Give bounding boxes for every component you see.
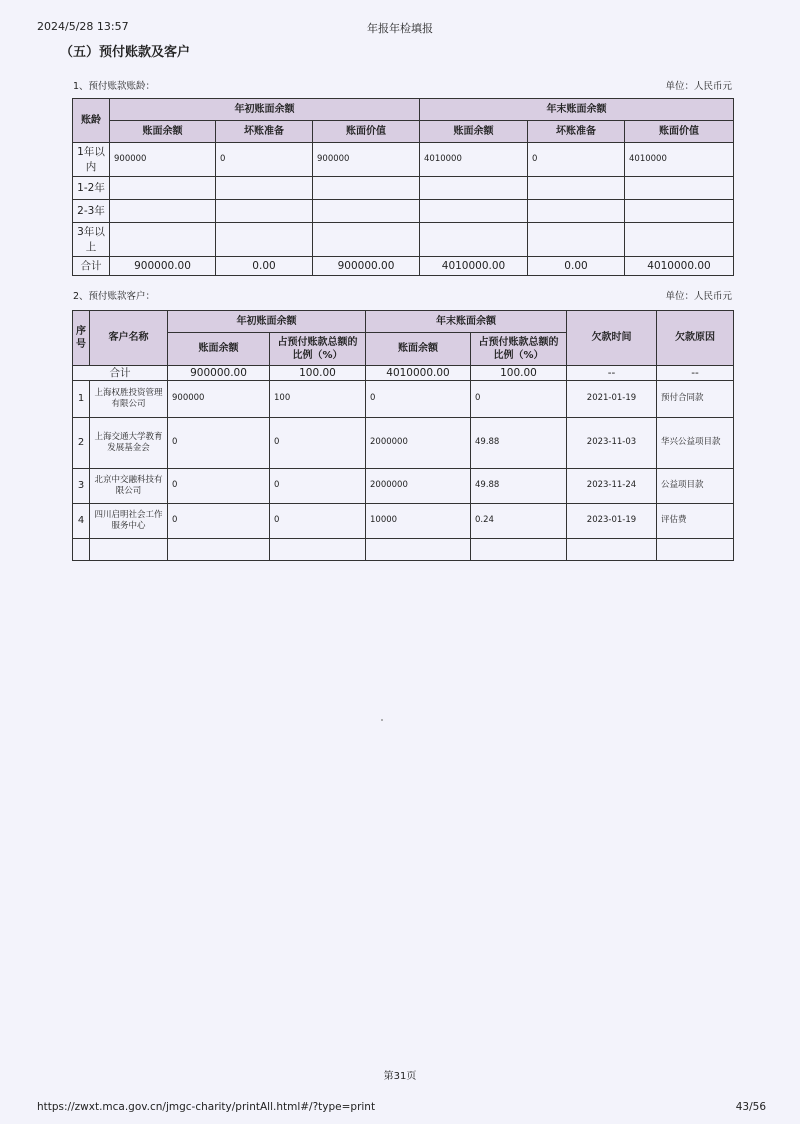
section-title: （五）预付账款及客户 — [60, 45, 191, 60]
cell: 0 — [270, 504, 366, 539]
cell: 0 — [270, 418, 366, 469]
begin-balance-group-header: 年初账面余额 — [110, 99, 420, 121]
cell — [216, 177, 313, 200]
cell — [366, 539, 471, 561]
age-label: 1年以内 — [73, 143, 110, 177]
cell: 0 — [528, 143, 625, 177]
seq-cell: 3 — [73, 469, 90, 504]
seq-header: 序号 — [73, 311, 90, 366]
cell — [420, 200, 528, 223]
cell — [420, 223, 528, 257]
cell: 0 — [216, 143, 313, 177]
table-row — [73, 200, 734, 223]
cell: 4010000.00 — [625, 257, 734, 276]
cell: -- — [657, 366, 734, 381]
cell: 0 — [168, 504, 270, 539]
customers-table — [72, 310, 734, 561]
cell — [90, 539, 168, 561]
owe-reason: 华兴公益项目款 — [657, 418, 734, 469]
cell: 900000 — [110, 143, 216, 177]
end-book-balance-header: 账面余额 — [420, 121, 528, 143]
print-datetime: 2024/5/28 13:57 — [37, 20, 129, 33]
owe-time: 2023-11-03 — [567, 418, 657, 469]
end-ratio-header: 占预付账款总额的比例（%） — [471, 333, 567, 366]
customer-name-header: 客户名称 — [90, 311, 168, 366]
cell — [657, 539, 734, 561]
age-label: 3年以上 — [73, 223, 110, 257]
page-label: 第31页 — [383, 1071, 417, 1082]
cell — [625, 177, 734, 200]
cell — [567, 539, 657, 561]
begin-book-balance-header: 账面余额 — [110, 121, 216, 143]
cell: 0.24 — [471, 504, 567, 539]
cell — [528, 200, 625, 223]
table-row — [73, 418, 734, 469]
total-row — [73, 366, 734, 381]
table-row — [73, 504, 734, 539]
cell — [625, 200, 734, 223]
aging-table — [72, 98, 734, 276]
empty-row — [73, 539, 734, 561]
table-row — [73, 469, 734, 504]
cell: 49.88 — [471, 418, 567, 469]
cell — [270, 539, 366, 561]
cell: 100 — [270, 381, 366, 418]
aging-unit: 单位：人民币元 — [665, 81, 732, 92]
cell: 2000000 — [366, 418, 471, 469]
cell: 4010000 — [420, 143, 528, 177]
table-row — [73, 143, 734, 177]
customers-unit: 单位：人民币元 — [665, 291, 732, 302]
cell: 0 — [366, 381, 471, 418]
cell: -- — [567, 366, 657, 381]
cell: 900000.00 — [110, 257, 216, 276]
begin-bad-debt-header: 坏账准备 — [216, 121, 313, 143]
cell — [110, 200, 216, 223]
page-count: 43/56 — [735, 1101, 766, 1113]
owe-reason: 预付合同款 — [657, 381, 734, 418]
seq-cell: 1 — [73, 381, 90, 418]
cell: 4010000 — [625, 143, 734, 177]
owe-time-header: 欠款时间 — [567, 311, 657, 366]
aging-subtitle: 1、预付账款账龄： — [73, 81, 156, 92]
owe-time: 2023-01-19 — [567, 504, 657, 539]
total-label: 合计 — [73, 257, 110, 276]
customers-subtitle: 2、预付账款客户： — [73, 291, 156, 302]
table-row — [73, 381, 734, 418]
customer-name: 北京中交融科技有限公司 — [90, 469, 168, 504]
cell — [313, 177, 420, 200]
page-header-title: 年报年检填报 — [367, 22, 433, 35]
cell: 100.00 — [471, 366, 567, 381]
scan-speck — [381, 719, 383, 721]
cell: 0 — [168, 469, 270, 504]
cell — [168, 539, 270, 561]
end-bad-debt-header: 坏账准备 — [528, 121, 625, 143]
cell: 0.00 — [216, 257, 313, 276]
customer-name: 上海权胜投资管理有限公司 — [90, 381, 168, 418]
cell: 0 — [471, 381, 567, 418]
cell: 900000.00 — [168, 366, 270, 381]
cell: 100.00 — [270, 366, 366, 381]
total-label: 合计 — [73, 366, 168, 381]
customer-name: 四川启明社会工作服务中心 — [90, 504, 168, 539]
cell — [313, 223, 420, 257]
end-book-balance-header: 账面余额 — [366, 333, 471, 366]
cell — [420, 177, 528, 200]
cell: 2000000 — [366, 469, 471, 504]
end-balance-group-header: 年末账面余额 — [366, 311, 567, 333]
age-header: 账龄 — [73, 99, 110, 143]
cell: 0.00 — [528, 257, 625, 276]
cell — [216, 223, 313, 257]
end-balance-group-header: 年末账面余额 — [420, 99, 734, 121]
cell — [528, 223, 625, 257]
cell: 49.88 — [471, 469, 567, 504]
cell: 10000 — [366, 504, 471, 539]
cell — [528, 177, 625, 200]
cell: 4010000.00 — [366, 366, 471, 381]
owe-time: 2021-01-19 — [567, 381, 657, 418]
cell: 0 — [270, 469, 366, 504]
age-label: 2-3年 — [73, 200, 110, 223]
cell — [110, 223, 216, 257]
cell: 4010000.00 — [420, 257, 528, 276]
cell: 0 — [168, 418, 270, 469]
cell — [73, 539, 90, 561]
begin-book-balance-header: 账面余额 — [168, 333, 270, 366]
age-label: 1-2年 — [73, 177, 110, 200]
begin-ratio-header: 占预付账款总额的比例（%） — [270, 333, 366, 366]
seq-cell: 4 — [73, 504, 90, 539]
total-row — [73, 257, 734, 276]
customer-name: 上海交通大学教育发展基金会 — [90, 418, 168, 469]
owe-reason: 评估费 — [657, 504, 734, 539]
cell: 900000 — [168, 381, 270, 418]
begin-book-value-header: 账面价值 — [313, 121, 420, 143]
table-row — [73, 223, 734, 257]
seq-cell: 2 — [73, 418, 90, 469]
cell — [625, 223, 734, 257]
begin-balance-group-header: 年初账面余额 — [168, 311, 366, 333]
cell — [110, 177, 216, 200]
owe-reason: 公益项目款 — [657, 469, 734, 504]
cell — [313, 200, 420, 223]
table-row — [73, 177, 734, 200]
owe-reason-header: 欠款原因 — [657, 311, 734, 366]
cell — [216, 200, 313, 223]
print-url: https://zwxt.mca.gov.cn/jmgc-charity/printAll.html#/?type=print — [37, 1101, 376, 1113]
cell — [471, 539, 567, 561]
owe-time: 2023-11-24 — [567, 469, 657, 504]
cell: 900000.00 — [313, 257, 420, 276]
end-book-value-header: 账面价值 — [625, 121, 734, 143]
cell: 900000 — [313, 143, 420, 177]
